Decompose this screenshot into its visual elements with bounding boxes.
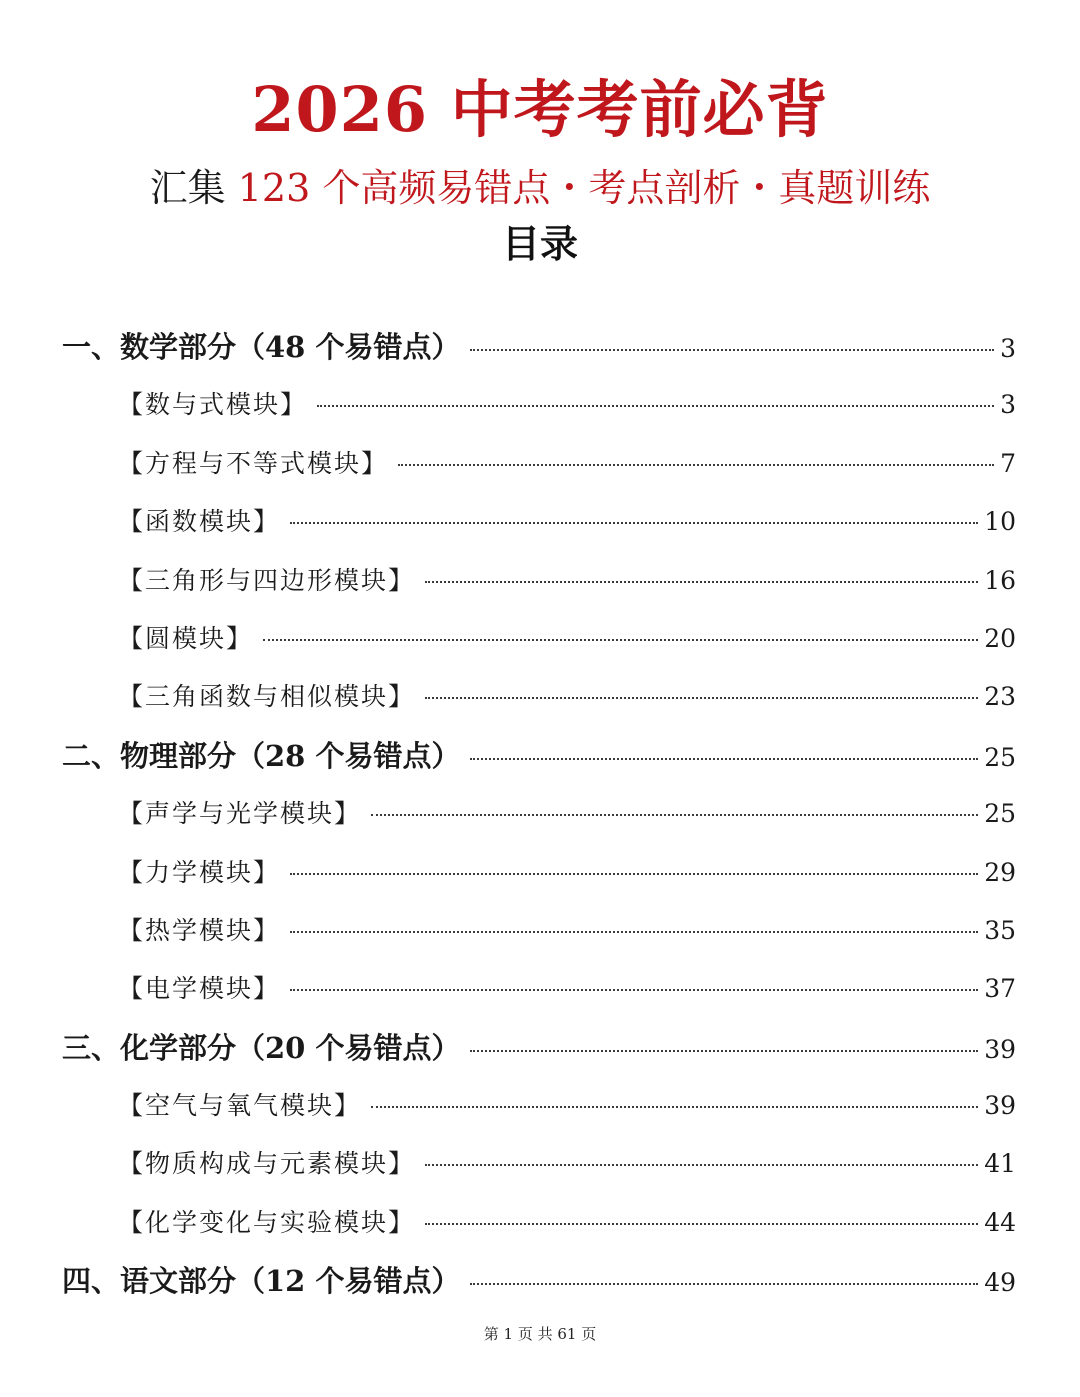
toc-dot-leader (425, 697, 978, 699)
toc-dot-leader (470, 758, 978, 760)
toc-page-number: 29 (984, 857, 1016, 887)
toc-module-entry[interactable] (0, 376, 1080, 434)
toc-entry-label: 【声学与光学模块】 (118, 799, 362, 829)
toc-entry-label: 【空气与氧气模块】 (118, 1091, 362, 1121)
toc-entry-label: 三、化学部分（20 个易错点） (62, 1030, 461, 1065)
toc-dot-leader (290, 989, 978, 991)
toc-dot-leader (290, 522, 978, 524)
subtitle-highlight: 123 个高频易错点・考点剖析・真题训练 (225, 166, 931, 210)
toc-entry-label: 【圆模块】 (118, 623, 254, 653)
toc-module-entry[interactable] (0, 610, 1080, 668)
toc-module-entry[interactable] (0, 902, 1080, 960)
toc-page-number: 37 (984, 974, 1016, 1004)
toc-entry-label: 【物质构成与元素模块】 (118, 1149, 416, 1179)
toc-page-number: 39 (984, 1091, 1016, 1121)
toc-page-number: 25 (984, 799, 1016, 829)
toc-module-entry[interactable] (0, 785, 1080, 843)
toc-entry-label: 【三角形与四边形模块】 (118, 565, 416, 595)
page-footer: 第 1 页 共 61 页 (483, 1325, 597, 1343)
toc-page-number: 39 (984, 1034, 1016, 1064)
table-of-contents (0, 318, 1080, 1311)
toc-dot-leader (371, 814, 978, 816)
toc-dot-leader (371, 1106, 978, 1108)
toc-page-number: 20 (984, 623, 1016, 653)
toc-page-number: 16 (984, 565, 1016, 595)
toc-dot-leader (470, 1283, 978, 1285)
toc-section-entry[interactable] (0, 318, 1080, 376)
toc-entry-label: 二、物理部分（28 个易错点） (62, 738, 461, 773)
toc-module-entry[interactable] (0, 552, 1080, 610)
toc-dot-leader (317, 405, 994, 407)
subtitle-lead: 汇集 (149, 166, 226, 210)
document-subtitle (0, 160, 1080, 216)
toc-entry-label: 【力学模块】 (118, 857, 281, 887)
toc-entry-label: 【函数模块】 (118, 507, 281, 537)
document-title: 2026 中考考前必背 (251, 73, 829, 146)
toc-entry-label: 【电学模块】 (118, 974, 281, 1004)
toc-dot-leader (425, 581, 978, 583)
toc-dot-leader (290, 931, 978, 933)
toc-page-number: 25 (984, 742, 1016, 772)
toc-module-entry[interactable] (0, 493, 1080, 551)
toc-page-number: 10 (984, 507, 1016, 537)
toc-dot-leader (425, 1164, 978, 1166)
toc-entry-label: 【热学模块】 (118, 915, 281, 945)
toc-dot-leader (290, 873, 978, 875)
toc-entry-label: 【数与式模块】 (118, 390, 308, 420)
toc-entry-label: 【化学变化与实验模块】 (118, 1207, 416, 1237)
toc-section-entry[interactable] (0, 727, 1080, 785)
toc-dot-leader (425, 1223, 978, 1225)
toc-module-entry[interactable] (0, 668, 1080, 726)
toc-dot-leader (470, 1050, 978, 1052)
toc-module-entry[interactable] (0, 1135, 1080, 1193)
toc-entry-label: 【方程与不等式模块】 (118, 448, 389, 478)
toc-page-number: 35 (984, 915, 1016, 945)
toc-heading: 目录 (501, 221, 578, 266)
toc-module-entry[interactable] (0, 435, 1080, 493)
toc-entry-label: 一、数学部分（48 个易错点） (62, 330, 461, 364)
toc-dot-leader (398, 464, 994, 466)
toc-dot-leader (470, 349, 994, 351)
toc-dot-leader (263, 639, 978, 641)
toc-page-number: 7 (1000, 448, 1016, 478)
toc-page-number: 3 (1000, 334, 1016, 363)
toc-section-entry[interactable] (0, 1252, 1080, 1310)
toc-entry-label: 【三角函数与相似模块】 (118, 682, 416, 712)
toc-page-number: 49 (984, 1268, 1016, 1298)
toc-page-number: 3 (1000, 390, 1016, 420)
toc-page-number: 41 (984, 1149, 1016, 1179)
toc-module-entry[interactable] (0, 1077, 1080, 1135)
toc-entry-label: 四、语文部分（12 个易错点） (62, 1264, 461, 1299)
toc-module-entry[interactable] (0, 844, 1080, 902)
toc-module-entry[interactable] (0, 1194, 1080, 1252)
toc-section-entry[interactable] (0, 1019, 1080, 1077)
toc-page-number: 44 (984, 1207, 1016, 1237)
toc-page-number: 23 (984, 682, 1016, 712)
toc-module-entry[interactable] (0, 960, 1080, 1018)
